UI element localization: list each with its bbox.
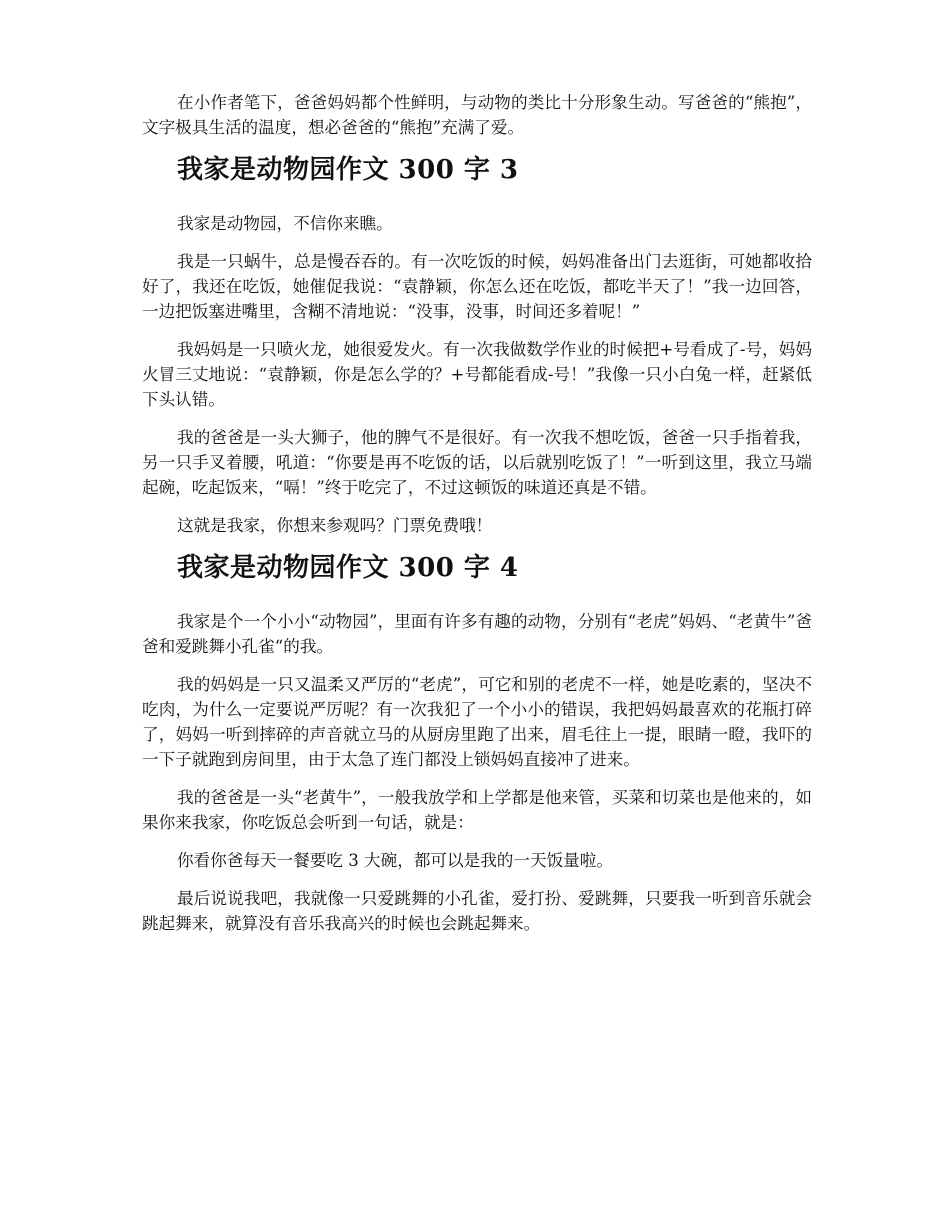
section-4-paragraph: 你看你爸每天一餐要吃 3 大碗，都可以是我的一天饭量啦。: [177, 851, 613, 870]
section-4-paragraph: 我的爸爸是一头“老黄牛”，一般我放学和上学都是他来管，买菜和切菜也是他来的，如果你来我家，你吃饭总会听到一句话，就是：: [142, 788, 812, 832]
section-3-heading: 我家是动物园作文 300 字 3: [177, 155, 519, 185]
section-3-paragraph: 我家是动物园，不信你来瞧。: [177, 214, 393, 233]
section-3-paragraph: 这就是我家，你想来参观吗？门票免费哦！: [177, 516, 493, 535]
section-3-paragraph: 我的爸爸是一头大狮子，他的脾气不是很好。有一次我不想吃饭，爸爸一只手指着我，另一只手叉着腰，吼道：“你要是再不吃饭的话，以后就别吃饭了！”一听到这里，我立马端起碗，吃起饭来，“嗝！”终于吃完了，不过这顿饭的味道还真是不错。: [142, 428, 812, 497]
section-4-paragraph: 我的妈妈是一只又温柔又严厉的“老虎”，可它和别的老虎不一样，她是吃素的，坚决不吃肉，为什么一定要说严厉呢？有一次我犯了一个小小的错误，我把妈妈最喜欢的花瓶打碎了，妈妈一听到摔碎的声音就立马的从厨房里跑了出来，眉毛往上一提，眼睛一瞪，我吓的一下子就跑到房间里，由于太急了连门都没上锁妈妈直接冲了进来。: [142, 675, 812, 769]
section-3-paragraph: 我妈妈是一只喷火龙，她很爱发火。有一次我做数学作业的时候把+号看成了-号，妈妈火冒三丈地说：“袁静颖，你是怎么学的？+号都能看成-号！”我像一只小白兔一样，赶紧低下头认错。: [142, 340, 812, 409]
document-page: [142, 90, 812, 949]
section-4-heading: 我家是动物园作文 300 字 4: [177, 553, 519, 583]
section-4-paragraph: 我家是个一个小小“动物园”，里面有许多有趣的动物，分别有“老虎”妈妈、“老黄牛”爸爸和爱跳舞小孔雀“的我。: [142, 612, 812, 656]
section-4-paragraph: 最后说说我吧，我就像一只爱跳舞的小孔雀，爱打扮、爱跳舞，只要我一听到音乐就会跳起舞来，就算没有音乐我高兴的时候也会跳起舞来。: [142, 889, 812, 933]
intro-paragraph: 在小作者笔下，爸爸妈妈都个性鲜明，与动物的类比十分形象生动。写爸爸的“熊抱”，文字极具生活的温度，想必爸爸的“熊抱”充满了爱。: [142, 93, 812, 137]
section-3-paragraph: 我是一只蜗牛，总是慢吞吞的。有一次吃饭的时候，妈妈准备出门去逛街，可她都收拾好了，我还在吃饭，她催促我说：“袁静颖，你怎么还在吃饭，都吃半天了！”我一边回答，一边把饭塞进嘴里，含糊不清地说：“没事，没事，时间还多着呢！”: [142, 252, 812, 321]
